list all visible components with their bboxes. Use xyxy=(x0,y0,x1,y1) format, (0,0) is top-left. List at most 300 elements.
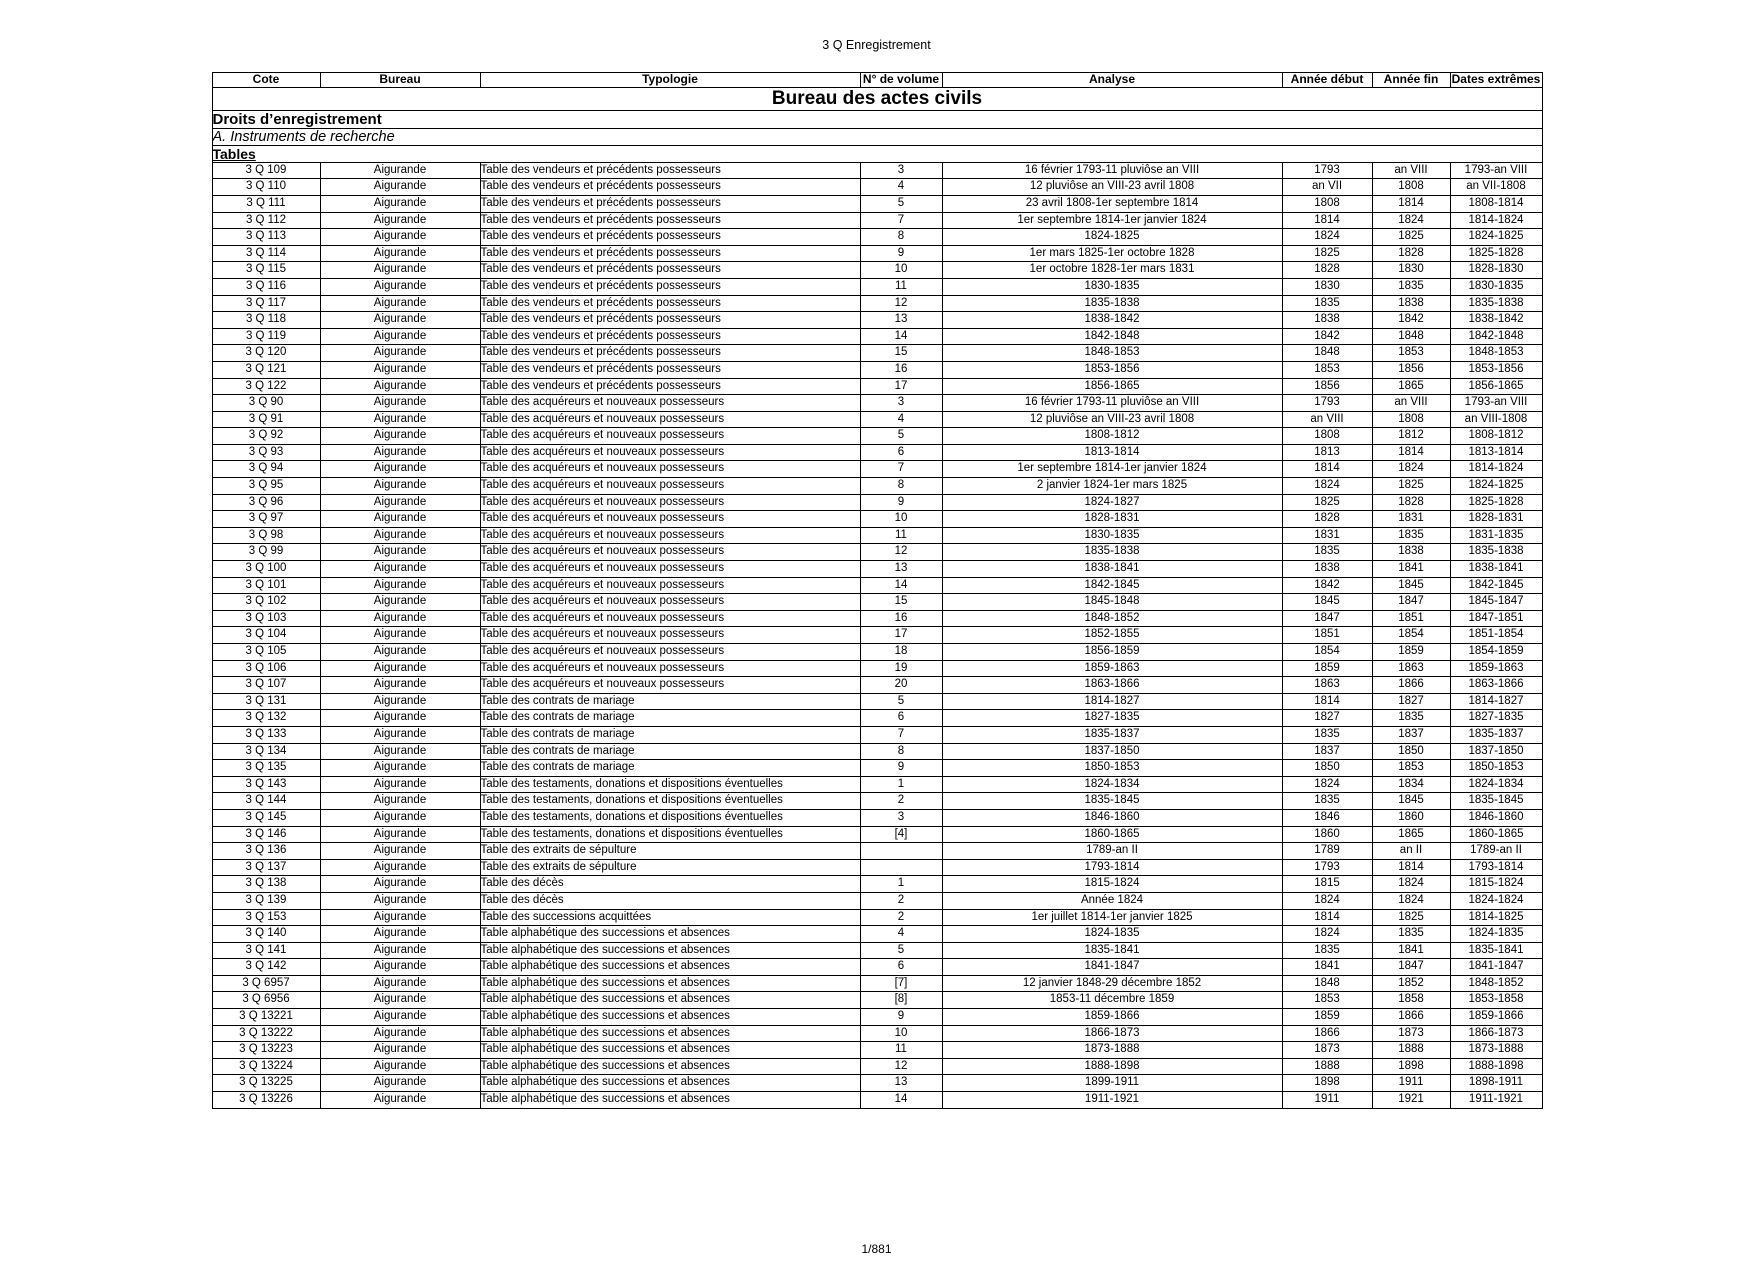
cell-dates-extremes: 1827-1835 xyxy=(1450,710,1542,727)
cell-dates-extremes: 1828-1831 xyxy=(1450,511,1542,528)
cell-annee-fin: 1851 xyxy=(1372,610,1450,627)
cell-typologie: Table des vendeurs et précédents possesseurs xyxy=(480,229,860,246)
cell-analyse: 1er septembre 1814-1er janvier 1824 xyxy=(942,212,1282,229)
table-row xyxy=(212,859,1542,876)
cell-annee-fin: 1835 xyxy=(1372,278,1450,295)
cell-annee-fin: 1835 xyxy=(1372,710,1450,727)
cell-dates-extremes: 1848-1852 xyxy=(1450,975,1542,992)
cell-bureau: Aigurande xyxy=(320,345,480,362)
cell-numero-volume: 17 xyxy=(860,378,942,395)
cell-annee-debut: 1866 xyxy=(1282,1025,1372,1042)
cell-analyse: 1824-1835 xyxy=(942,926,1282,943)
cell-cote: 3 Q 131 xyxy=(212,693,320,710)
table-row xyxy=(212,677,1542,694)
cell-typologie: Table alphabétique des successions et absences xyxy=(480,1058,860,1075)
cell-annee-fin: 1847 xyxy=(1372,959,1450,976)
cell-typologie: Table des vendeurs et précédents possesseurs xyxy=(480,179,860,196)
cell-annee-debut: 1814 xyxy=(1282,693,1372,710)
table-row xyxy=(212,826,1542,843)
cell-typologie: Table des vendeurs et précédents possesseurs xyxy=(480,378,860,395)
cell-analyse: 1793-1814 xyxy=(942,859,1282,876)
cell-bureau: Aigurande xyxy=(320,876,480,893)
cell-annee-fin: 1824 xyxy=(1372,876,1450,893)
cell-annee-fin: 1814 xyxy=(1372,444,1450,461)
cell-typologie: Table des acquéreurs et nouveaux possesseurs xyxy=(480,461,860,478)
cell-annee-debut: 1828 xyxy=(1282,262,1372,279)
table-row xyxy=(212,195,1542,212)
cell-cote: 3 Q 96 xyxy=(212,494,320,511)
cell-analyse: 16 février 1793-11 pluviôse an VIII xyxy=(942,162,1282,179)
cell-annee-fin: 1825 xyxy=(1372,478,1450,495)
table-row xyxy=(212,511,1542,528)
table-row xyxy=(212,1009,1542,1026)
column-header-annee-debut: Année début xyxy=(1282,73,1372,88)
cell-numero-volume: 5 xyxy=(860,942,942,959)
cell-bureau: Aigurande xyxy=(320,843,480,860)
table-row xyxy=(212,992,1542,1009)
cell-analyse: 1853-11 décembre 1859 xyxy=(942,992,1282,1009)
section-row xyxy=(212,110,1542,128)
cell-annee-fin: 1824 xyxy=(1372,892,1450,909)
cell-annee-debut: 1824 xyxy=(1282,926,1372,943)
cell-analyse: 1827-1835 xyxy=(942,710,1282,727)
cell-typologie: Table des acquéreurs et nouveaux possesseurs xyxy=(480,561,860,578)
cell-cote: 3 Q 105 xyxy=(212,644,320,661)
cell-analyse: 1828-1831 xyxy=(942,511,1282,528)
cell-bureau: Aigurande xyxy=(320,212,480,229)
cell-typologie: Table des décès xyxy=(480,892,860,909)
cell-typologie: Table alphabétique des successions et absences xyxy=(480,1042,860,1059)
cell-annee-fin: 1860 xyxy=(1372,809,1450,826)
cell-cote: 3 Q 98 xyxy=(212,527,320,544)
cell-typologie: Table des acquéreurs et nouveaux possesseurs xyxy=(480,411,860,428)
cell-dates-extremes: 1824-1835 xyxy=(1450,926,1542,943)
cell-annee-debut: 1835 xyxy=(1282,295,1372,312)
cell-numero-volume: 5 xyxy=(860,195,942,212)
cell-annee-debut: 1793 xyxy=(1282,162,1372,179)
cell-analyse: 1er mars 1825-1er octobre 1828 xyxy=(942,245,1282,262)
cell-bureau: Aigurande xyxy=(320,610,480,627)
cell-annee-debut: 1824 xyxy=(1282,478,1372,495)
cell-dates-extremes: 1814-1827 xyxy=(1450,693,1542,710)
cell-typologie: Table des acquéreurs et nouveaux possesseurs xyxy=(480,577,860,594)
cell-typologie: Table des acquéreurs et nouveaux possesseurs xyxy=(480,494,860,511)
cell-typologie: Table des contrats de mariage xyxy=(480,743,860,760)
cell-annee-debut: 1859 xyxy=(1282,1009,1372,1026)
table-row xyxy=(212,660,1542,677)
cell-typologie: Table alphabétique des successions et absences xyxy=(480,959,860,976)
cell-bureau: Aigurande xyxy=(320,627,480,644)
cell-bureau: Aigurande xyxy=(320,527,480,544)
table-row xyxy=(212,428,1542,445)
cell-typologie: Table alphabétique des successions et absences xyxy=(480,942,860,959)
cell-analyse: 1853-1856 xyxy=(942,361,1282,378)
cell-analyse: 2 janvier 1824-1er mars 1825 xyxy=(942,478,1282,495)
cell-annee-debut: 1859 xyxy=(1282,660,1372,677)
cell-typologie: Table des testaments, donations et dispositions éventuelles xyxy=(480,776,860,793)
cell-dates-extremes: 1837-1850 xyxy=(1450,743,1542,760)
cell-annee-fin: 1888 xyxy=(1372,1042,1450,1059)
cell-typologie: Table des vendeurs et précédents possesseurs xyxy=(480,262,860,279)
table-row xyxy=(212,295,1542,312)
table-row xyxy=(212,361,1542,378)
banner-title: Bureau des actes civils xyxy=(212,87,1542,110)
records-table xyxy=(212,72,1543,1109)
cell-annee-debut: 1860 xyxy=(1282,826,1372,843)
cell-analyse: 23 avril 1808-1er septembre 1814 xyxy=(942,195,1282,212)
cell-numero-volume: 11 xyxy=(860,527,942,544)
cell-bureau: Aigurande xyxy=(320,909,480,926)
subsection-title: A. Instruments de recherche xyxy=(212,128,1542,145)
cell-typologie: Table alphabétique des successions et absences xyxy=(480,975,860,992)
cell-annee-debut: 1837 xyxy=(1282,743,1372,760)
cell-annee-fin: 1841 xyxy=(1372,561,1450,578)
column-header-cote: Cote xyxy=(212,73,320,88)
cell-dates-extremes: 1838-1842 xyxy=(1450,312,1542,329)
cell-bureau: Aigurande xyxy=(320,361,480,378)
table-row xyxy=(212,594,1542,611)
cell-cote: 3 Q 90 xyxy=(212,395,320,412)
cell-annee-fin: 1814 xyxy=(1372,859,1450,876)
cell-annee-debut: 1825 xyxy=(1282,245,1372,262)
cell-dates-extremes: 1841-1847 xyxy=(1450,959,1542,976)
cell-typologie: Table des vendeurs et précédents possesseurs xyxy=(480,162,860,179)
cell-numero-volume: 2 xyxy=(860,793,942,810)
cell-numero-volume: 7 xyxy=(860,726,942,743)
cell-bureau: Aigurande xyxy=(320,245,480,262)
cell-numero-volume: 3 xyxy=(860,162,942,179)
cell-annee-fin: 1847 xyxy=(1372,594,1450,611)
cell-annee-debut: 1835 xyxy=(1282,793,1372,810)
table-row xyxy=(212,345,1542,362)
cell-dates-extremes: 1854-1859 xyxy=(1450,644,1542,661)
table-row xyxy=(212,395,1542,412)
table-row xyxy=(212,876,1542,893)
cell-numero-volume: 12 xyxy=(860,1058,942,1075)
cell-dates-extremes: 1898-1911 xyxy=(1450,1075,1542,1092)
cell-numero-volume: 8 xyxy=(860,478,942,495)
cell-numero-volume: 20 xyxy=(860,677,942,694)
cell-analyse: 16 février 1793-11 pluviôse an VIII xyxy=(942,395,1282,412)
cell-annee-debut: 1911 xyxy=(1282,1092,1372,1109)
cell-bureau: Aigurande xyxy=(320,1092,480,1109)
column-header-analyse: Analyse xyxy=(942,73,1282,88)
cell-annee-debut: 1814 xyxy=(1282,212,1372,229)
cell-bureau: Aigurande xyxy=(320,561,480,578)
cell-bureau: Aigurande xyxy=(320,826,480,843)
cell-typologie: Table des acquéreurs et nouveaux possesseurs xyxy=(480,627,860,644)
cell-bureau: Aigurande xyxy=(320,942,480,959)
cell-annee-fin: 1853 xyxy=(1372,345,1450,362)
cell-analyse: 1er septembre 1814-1er janvier 1824 xyxy=(942,461,1282,478)
cell-typologie: Table des testaments, donations et dispositions éventuelles xyxy=(480,809,860,826)
cell-analyse: 1859-1866 xyxy=(942,1009,1282,1026)
cell-dates-extremes: 1873-1888 xyxy=(1450,1042,1542,1059)
cell-annee-debut: 1873 xyxy=(1282,1042,1372,1059)
cell-bureau: Aigurande xyxy=(320,776,480,793)
cell-dates-extremes: 1859-1866 xyxy=(1450,1009,1542,1026)
cell-numero-volume: 4 xyxy=(860,411,942,428)
cell-bureau: Aigurande xyxy=(320,743,480,760)
cell-cote: 3 Q 13222 xyxy=(212,1025,320,1042)
table-row xyxy=(212,162,1542,179)
cell-dates-extremes: 1851-1854 xyxy=(1450,627,1542,644)
cell-cote: 3 Q 104 xyxy=(212,627,320,644)
cell-analyse: 1846-1860 xyxy=(942,809,1282,826)
cell-annee-debut: 1848 xyxy=(1282,345,1372,362)
column-header-bureau: Bureau xyxy=(320,73,480,88)
cell-annee-debut: 1848 xyxy=(1282,975,1372,992)
cell-typologie: Table des acquéreurs et nouveaux possesseurs xyxy=(480,594,860,611)
cell-annee-debut: 1853 xyxy=(1282,361,1372,378)
section-title: Droits d’enregistrement xyxy=(212,110,1542,128)
cell-dates-extremes: 1825-1828 xyxy=(1450,494,1542,511)
cell-analyse: 1er juillet 1814-1er janvier 1825 xyxy=(942,909,1282,926)
cell-dates-extremes: 1825-1828 xyxy=(1450,245,1542,262)
cell-dates-extremes: 1842-1848 xyxy=(1450,328,1542,345)
cell-dates-extremes: 1814-1824 xyxy=(1450,212,1542,229)
cell-numero-volume: 18 xyxy=(860,644,942,661)
table-row xyxy=(212,1092,1542,1109)
cell-dates-extremes: 1856-1865 xyxy=(1450,378,1542,395)
cell-annee-fin: 1854 xyxy=(1372,627,1450,644)
cell-dates-extremes: 1850-1853 xyxy=(1450,760,1542,777)
cell-numero-volume: 15 xyxy=(860,345,942,362)
cell-cote: 3 Q 92 xyxy=(212,428,320,445)
cell-typologie: Table alphabétique des successions et absences xyxy=(480,1009,860,1026)
cell-annee-fin: 1825 xyxy=(1372,229,1450,246)
table-row xyxy=(212,693,1542,710)
cell-analyse: 1848-1853 xyxy=(942,345,1282,362)
cell-cote: 3 Q 112 xyxy=(212,212,320,229)
cell-dates-extremes: 1846-1860 xyxy=(1450,809,1542,826)
cell-analyse: 1841-1847 xyxy=(942,959,1282,976)
table-row xyxy=(212,494,1542,511)
cell-annee-fin: 1830 xyxy=(1372,262,1450,279)
cell-typologie: Table des acquéreurs et nouveaux possesseurs xyxy=(480,677,860,694)
cell-annee-fin: 1834 xyxy=(1372,776,1450,793)
cell-dates-extremes: 1853-1856 xyxy=(1450,361,1542,378)
column-header-numero-volume: N° de volume xyxy=(860,73,942,88)
cell-analyse: 1845-1848 xyxy=(942,594,1282,611)
cell-dates-extremes: 1831-1835 xyxy=(1450,527,1542,544)
cell-analyse: 1808-1812 xyxy=(942,428,1282,445)
group-row xyxy=(212,145,1542,162)
cell-cote: 3 Q 115 xyxy=(212,262,320,279)
cell-cote: 3 Q 6956 xyxy=(212,992,320,1009)
cell-annee-debut: 1863 xyxy=(1282,677,1372,694)
cell-annee-fin: 1812 xyxy=(1372,428,1450,445)
cell-numero-volume: 12 xyxy=(860,544,942,561)
cell-bureau: Aigurande xyxy=(320,312,480,329)
cell-typologie: Table des acquéreurs et nouveaux possesseurs xyxy=(480,527,860,544)
cell-cote: 3 Q 109 xyxy=(212,162,320,179)
cell-analyse: 1815-1824 xyxy=(942,876,1282,893)
cell-annee-debut: 1847 xyxy=(1282,610,1372,627)
cell-annee-debut: 1841 xyxy=(1282,959,1372,976)
cell-numero-volume: 10 xyxy=(860,511,942,528)
cell-annee-fin: 1835 xyxy=(1372,527,1450,544)
cell-annee-fin: 1808 xyxy=(1372,179,1450,196)
cell-typologie: Table des acquéreurs et nouveaux possesseurs xyxy=(480,478,860,495)
cell-analyse: 1835-1838 xyxy=(942,544,1282,561)
cell-bureau: Aigurande xyxy=(320,278,480,295)
table-row xyxy=(212,544,1542,561)
cell-bureau: Aigurande xyxy=(320,760,480,777)
cell-cote: 3 Q 106 xyxy=(212,660,320,677)
cell-numero-volume: 7 xyxy=(860,461,942,478)
cell-annee-fin: 1856 xyxy=(1372,361,1450,378)
cell-bureau: Aigurande xyxy=(320,710,480,727)
cell-dates-extremes: 1830-1835 xyxy=(1450,278,1542,295)
cell-analyse: 12 janvier 1848-29 décembre 1852 xyxy=(942,975,1282,992)
table-row xyxy=(212,278,1542,295)
cell-cote: 3 Q 114 xyxy=(212,245,320,262)
cell-bureau: Aigurande xyxy=(320,859,480,876)
cell-analyse: 1852-1855 xyxy=(942,627,1282,644)
cell-cote: 3 Q 103 xyxy=(212,610,320,627)
cell-bureau: Aigurande xyxy=(320,809,480,826)
cell-bureau: Aigurande xyxy=(320,229,480,246)
cell-numero-volume: 3 xyxy=(860,809,942,826)
cell-annee-fin: 1866 xyxy=(1372,1009,1450,1026)
cell-typologie: Table des contrats de mariage xyxy=(480,760,860,777)
table-row xyxy=(212,959,1542,976)
cell-numero-volume: [7] xyxy=(860,975,942,992)
cell-analyse: 1838-1842 xyxy=(942,312,1282,329)
cell-numero-volume: 9 xyxy=(860,494,942,511)
cell-annee-debut: 1842 xyxy=(1282,328,1372,345)
cell-analyse: 1813-1814 xyxy=(942,444,1282,461)
cell-typologie: Table des testaments, donations et dispositions éventuelles xyxy=(480,793,860,810)
cell-bureau: Aigurande xyxy=(320,992,480,1009)
document-header-title: 3 Q Enregistrement xyxy=(822,38,931,52)
table-row xyxy=(212,726,1542,743)
table-row xyxy=(212,644,1542,661)
cell-annee-fin: 1863 xyxy=(1372,660,1450,677)
cell-numero-volume: 11 xyxy=(860,278,942,295)
cell-annee-debut: 1856 xyxy=(1282,378,1372,395)
cell-typologie: Table des acquéreurs et nouveaux possesseurs xyxy=(480,444,860,461)
table-row xyxy=(212,444,1542,461)
cell-numero-volume: 7 xyxy=(860,212,942,229)
cell-bureau: Aigurande xyxy=(320,1058,480,1075)
cell-numero-volume: 13 xyxy=(860,1075,942,1092)
cell-bureau: Aigurande xyxy=(320,478,480,495)
cell-bureau: Aigurande xyxy=(320,444,480,461)
cell-analyse: 1860-1865 xyxy=(942,826,1282,843)
cell-analyse: 1824-1825 xyxy=(942,229,1282,246)
cell-analyse: 1842-1845 xyxy=(942,577,1282,594)
cell-annee-debut: 1831 xyxy=(1282,527,1372,544)
cell-cote: 3 Q 142 xyxy=(212,959,320,976)
cell-typologie: Table alphabétique des successions et absences xyxy=(480,1092,860,1109)
cell-typologie: Table alphabétique des successions et absences xyxy=(480,992,860,1009)
cell-analyse: 1er octobre 1828-1er mars 1831 xyxy=(942,262,1282,279)
table-row xyxy=(212,411,1542,428)
cell-numero-volume: 10 xyxy=(860,262,942,279)
cell-annee-fin: 1866 xyxy=(1372,677,1450,694)
table-row xyxy=(212,776,1542,793)
cell-bureau: Aigurande xyxy=(320,262,480,279)
cell-annee-fin: 1835 xyxy=(1372,926,1450,943)
cell-analyse: 1837-1850 xyxy=(942,743,1282,760)
cell-annee-debut: an VII xyxy=(1282,179,1372,196)
cell-annee-fin: 1831 xyxy=(1372,511,1450,528)
cell-cote: 3 Q 111 xyxy=(212,195,320,212)
cell-annee-fin: 1848 xyxy=(1372,328,1450,345)
cell-dates-extremes: 1835-1845 xyxy=(1450,793,1542,810)
table-row xyxy=(212,627,1542,644)
cell-numero-volume xyxy=(860,859,942,876)
cell-annee-debut: 1835 xyxy=(1282,544,1372,561)
cell-typologie: Table des testaments, donations et dispositions éventuelles xyxy=(480,826,860,843)
cell-numero-volume: 9 xyxy=(860,245,942,262)
table-row xyxy=(212,743,1542,760)
page-number: 1/881 xyxy=(861,1242,892,1256)
cell-dates-extremes: 1859-1863 xyxy=(1450,660,1542,677)
cell-analyse: 1835-1837 xyxy=(942,726,1282,743)
cell-analyse: 1899-1911 xyxy=(942,1075,1282,1092)
cell-annee-fin: 1850 xyxy=(1372,743,1450,760)
cell-cote: 3 Q 143 xyxy=(212,776,320,793)
cell-cote: 3 Q 107 xyxy=(212,677,320,694)
cell-numero-volume: 5 xyxy=(860,428,942,445)
cell-dates-extremes: 1911-1921 xyxy=(1450,1092,1542,1109)
cell-annee-debut: 1827 xyxy=(1282,710,1372,727)
cell-annee-fin: 1824 xyxy=(1372,461,1450,478)
cell-numero-volume: 17 xyxy=(860,627,942,644)
cell-numero-volume: 10 xyxy=(860,1025,942,1042)
table-row xyxy=(212,1042,1542,1059)
cell-numero-volume: 14 xyxy=(860,577,942,594)
cell-bureau: Aigurande xyxy=(320,975,480,992)
cell-bureau: Aigurande xyxy=(320,378,480,395)
cell-annee-debut: 1898 xyxy=(1282,1075,1372,1092)
cell-numero-volume: 8 xyxy=(860,743,942,760)
cell-annee-fin: 1873 xyxy=(1372,1025,1450,1042)
cell-annee-debut: 1854 xyxy=(1282,644,1372,661)
cell-cote: 3 Q 132 xyxy=(212,710,320,727)
cell-analyse: 1842-1848 xyxy=(942,328,1282,345)
cell-analyse: 1911-1921 xyxy=(942,1092,1282,1109)
cell-cote: 3 Q 13226 xyxy=(212,1092,320,1109)
cell-cote: 3 Q 140 xyxy=(212,926,320,943)
cell-annee-fin: 1825 xyxy=(1372,909,1450,926)
cell-numero-volume: 1 xyxy=(860,776,942,793)
cell-analyse: 1850-1853 xyxy=(942,760,1282,777)
cell-typologie: Table des vendeurs et précédents possesseurs xyxy=(480,345,860,362)
cell-annee-debut: 1845 xyxy=(1282,594,1372,611)
table-row xyxy=(212,1025,1542,1042)
cell-typologie: Table des contrats de mariage xyxy=(480,710,860,727)
document-page xyxy=(0,38,1753,1278)
cell-analyse: 1830-1835 xyxy=(942,527,1282,544)
cell-typologie: Table alphabétique des successions et absences xyxy=(480,926,860,943)
cell-annee-debut: 1825 xyxy=(1282,494,1372,511)
cell-cote: 3 Q 134 xyxy=(212,743,320,760)
cell-typologie: Table des vendeurs et précédents possesseurs xyxy=(480,312,860,329)
cell-typologie: Table des vendeurs et précédents possesseurs xyxy=(480,295,860,312)
cell-analyse: 1814-1827 xyxy=(942,693,1282,710)
cell-annee-debut: 1846 xyxy=(1282,809,1372,826)
cell-dates-extremes: 1789-an II xyxy=(1450,843,1542,860)
cell-numero-volume: 19 xyxy=(860,660,942,677)
cell-dates-extremes: 1824-1824 xyxy=(1450,892,1542,909)
cell-dates-extremes: 1815-1824 xyxy=(1450,876,1542,893)
cell-analyse: Année 1824 xyxy=(942,892,1282,909)
cell-analyse: 1866-1873 xyxy=(942,1025,1282,1042)
